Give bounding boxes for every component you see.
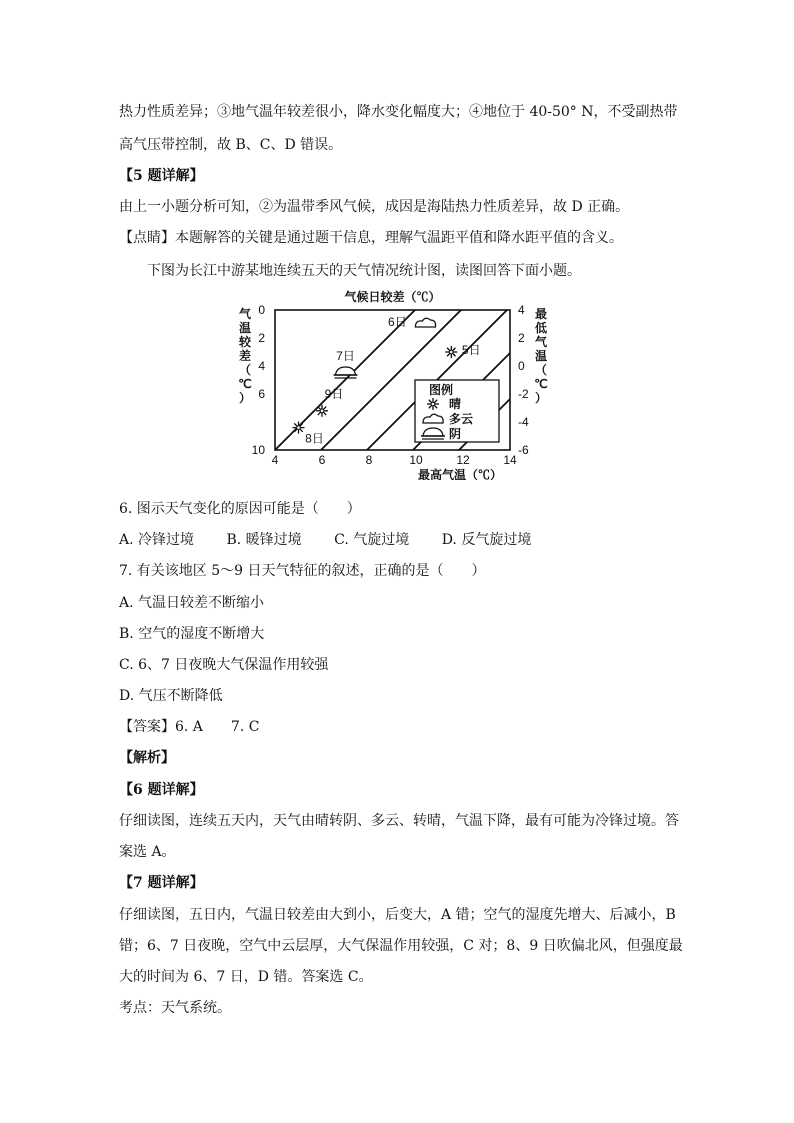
left-axis-label-char: ） bbox=[238, 391, 252, 405]
kaodian-line: 考点：天气系统。 bbox=[119, 1000, 231, 1016]
left-axis-label-char: 差 bbox=[238, 349, 252, 363]
left-tick-label: 10 bbox=[251, 443, 265, 457]
left-axis-label-char: （ bbox=[238, 363, 252, 377]
point-cloud bbox=[415, 318, 435, 327]
q7-detail-line-1: 仔细读图，五日内，气温日较差由大到小，后变大，A 错；空气的湿度先增大、后减小，B bbox=[119, 907, 676, 923]
q6-detail-line-2: 案选 A。 bbox=[119, 844, 176, 860]
q6-detail-head: 【6 题详解】 bbox=[119, 782, 204, 798]
point-label: 7日 bbox=[336, 349, 355, 363]
right-tick-label: -6 bbox=[518, 443, 529, 457]
left-axis-label-char: 气 bbox=[238, 307, 252, 321]
right-axis-label-char: 最 bbox=[534, 307, 548, 321]
point-label: 8日 bbox=[305, 431, 324, 446]
point-sun bbox=[316, 405, 328, 417]
right-axis-label-char: （ bbox=[534, 363, 548, 377]
left-axis-label-char: 温 bbox=[238, 321, 252, 335]
dianjing-line: 【点睛】本题解答的关键是通过题干信息，理解气温距平值和降水距平值的含义。 bbox=[119, 230, 623, 246]
q6-option-c[interactable]: C. 气旋过境 bbox=[334, 532, 410, 548]
legend-sun-icon bbox=[427, 398, 439, 410]
legend-item-label: 多云 bbox=[449, 412, 474, 426]
x-tick-label: 4 bbox=[271, 453, 279, 467]
q6-options bbox=[119, 531, 559, 549]
q7-detail-line-3: 大的时间为 6、7 日，D 错。答案选 C。 bbox=[119, 969, 373, 985]
left-tick-label: 6 bbox=[258, 387, 265, 401]
point-sun bbox=[445, 346, 457, 358]
chart-title: 气候日较差（℃） bbox=[344, 290, 441, 304]
q6-option-b[interactable]: B. 暖锋过境 bbox=[226, 532, 302, 548]
point-overcast bbox=[334, 367, 358, 378]
right-axis-label-char: 温 bbox=[534, 349, 548, 363]
right-tick-label: 0 bbox=[518, 359, 525, 373]
q7-option-c[interactable]: C. 6、7 日夜晚大气保温作用较强 bbox=[119, 657, 329, 673]
right-tick-label: 4 bbox=[518, 303, 525, 317]
answer-line: 【答案】6. A 7. C bbox=[119, 719, 260, 735]
q7-option-b[interactable]: B. 空气的湿度不断增大 bbox=[119, 626, 265, 642]
left-tick-label: 2 bbox=[258, 331, 265, 345]
legend-item-label: 阴 bbox=[449, 427, 462, 441]
q6-detail-line-1: 仔细读图，连续五天内，天气由晴转阴、多云、转晴，气温下降，最有可能为冷锋过境。答 bbox=[119, 813, 679, 829]
left-tick-label: 4 bbox=[258, 359, 265, 373]
left-tick-label: 0 bbox=[258, 303, 265, 317]
q7-option-d[interactable]: D. 气压不断降低 bbox=[119, 688, 223, 704]
point-label: 9日 bbox=[324, 386, 344, 401]
x-tick-label: 12 bbox=[456, 453, 470, 467]
diagonal-line-0 bbox=[235, 288, 445, 480]
q7-detail-line-2: 错；6、7 日夜晚，空气中云层厚，大气保温作用较强，C 对；8、9 日吹偏北风，但强度最 bbox=[119, 938, 683, 954]
legend-title: 图例 bbox=[428, 383, 454, 397]
point-label: 5日 bbox=[461, 343, 481, 357]
legend-item-label: 晴 bbox=[449, 397, 462, 411]
q7-option-a[interactable]: A. 气温日较差不断缩小 bbox=[119, 595, 265, 611]
point-label: 6日 bbox=[388, 315, 407, 329]
text-line-2: 高气压带控制，故 B、C、D 错误。 bbox=[119, 137, 343, 153]
left-axis-label-char: 较 bbox=[238, 335, 252, 349]
x-tick-label: 6 bbox=[318, 453, 326, 467]
left-axis-label-char: ℃ bbox=[238, 377, 252, 391]
text-line-1: 热力性质差异；③地气温年较差很小，降水变化幅度大；④地位于 40-50° N，不受副热带 bbox=[119, 104, 678, 120]
right-tick-label: 2 bbox=[518, 331, 525, 345]
q6-stem: 6. 图示天气变化的原因可能是（ ） bbox=[119, 501, 361, 517]
q7-stem: 7. 有关该地区 5～9 日天气特征的叙述，正确的是（ ） bbox=[119, 563, 486, 579]
point-sun bbox=[293, 422, 305, 434]
weather-chart bbox=[235, 288, 555, 480]
analysis-head: 【解析】 bbox=[119, 750, 175, 766]
x-tick-label: 14 bbox=[503, 453, 517, 467]
right-axis-label-char: ℃ bbox=[534, 377, 548, 391]
q6-option-a[interactable]: A. 冷锋过境 bbox=[119, 532, 195, 548]
x-tick-label: 10 bbox=[409, 453, 423, 467]
x-axis-label: 最高气温（℃） bbox=[417, 468, 503, 480]
right-tick-label: -4 bbox=[518, 415, 529, 429]
text-line-4: 由上一小题分析可知，②为温带季风气候，成因是海陆热力性质差异，故 D 正确。 bbox=[119, 199, 630, 215]
right-tick-label: -2 bbox=[518, 387, 529, 401]
x-tick-label: 8 bbox=[365, 453, 373, 467]
q6-option-d[interactable]: D. 反气旋过境 bbox=[441, 532, 532, 548]
q7-detail-head: 【7 题详解】 bbox=[119, 875, 204, 891]
figure-intro: 下图为长江中游某地连续五天的天气情况统计图，读图回答下面小题。 bbox=[147, 263, 581, 279]
right-axis-label-char: 气 bbox=[534, 335, 548, 349]
section-5-head: 【5 题详解】 bbox=[119, 168, 204, 184]
right-axis-label-char: 低 bbox=[534, 321, 548, 335]
right-axis-label-char: ） bbox=[534, 391, 548, 405]
